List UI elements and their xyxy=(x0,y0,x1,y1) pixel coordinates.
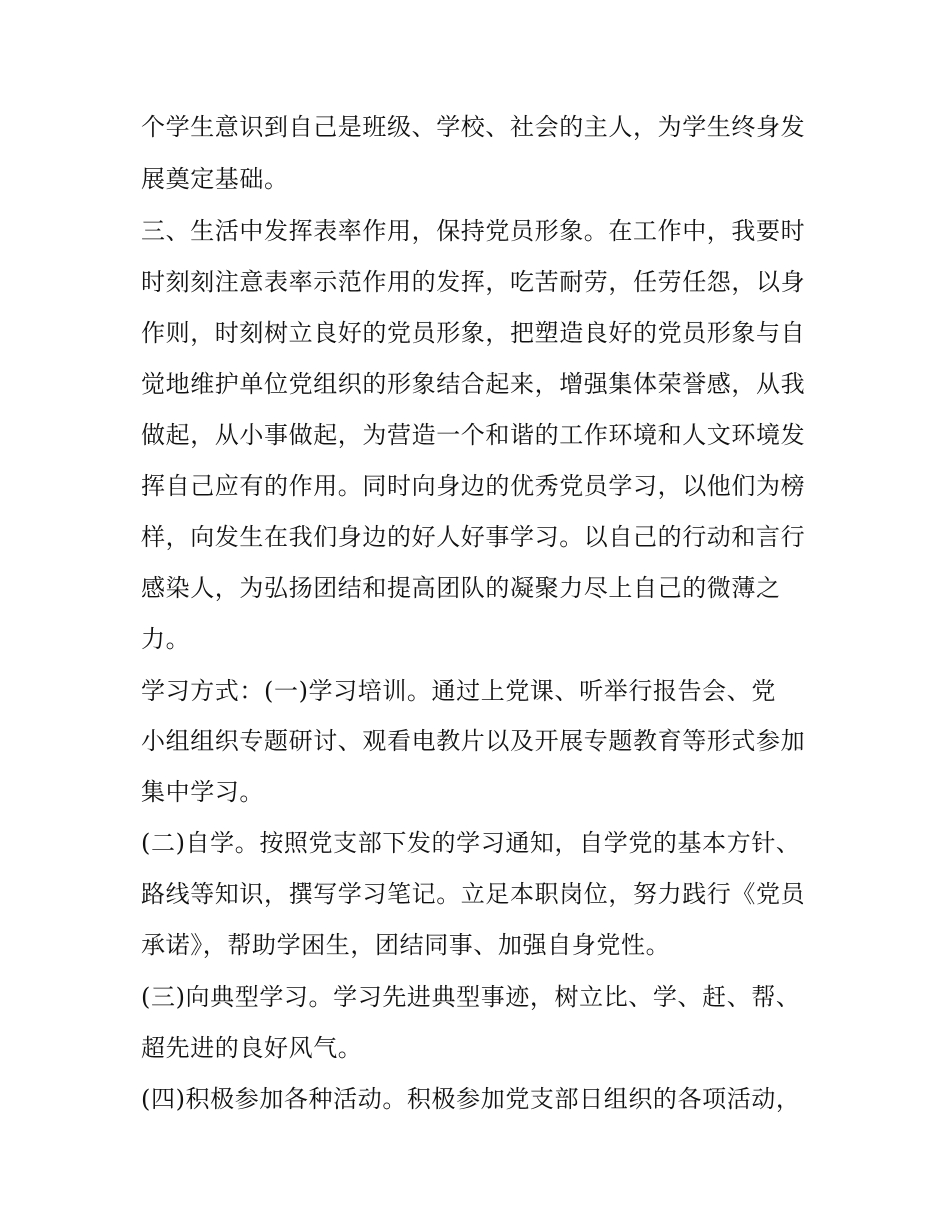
text-line: 样，向发生在我们身边的好人好事学习。以自己的行动和言行 xyxy=(141,523,806,551)
text-line: 时刻刻注意表率示范作用的发挥，吃苦耐劳，任劳任怨，以身 xyxy=(141,268,806,296)
text-line: 集中学习。 xyxy=(141,778,264,806)
text-line: 做起，从小事做起，为营造一个和谐的工作环境和人文环境发 xyxy=(141,421,806,449)
text-line: 学习方式：(一)学习培训。通过上党课、听举行报告会、党 xyxy=(141,677,776,705)
text-line: 三、生活中发挥表率作用，保持党员形象。在工作中，我要时 xyxy=(141,217,806,245)
text-line: 个学生意识到自己是班级、学校、社会的主人，为学生终身发 xyxy=(141,113,806,141)
text-line: 觉地维护单位党组织的形象结合起来，增强集体荣誉感，从我 xyxy=(141,370,806,398)
text-line: (二)自学。按照党支部下发的学习通知，自学党的基本方针、 xyxy=(141,829,801,857)
text-line: 路线等知识，撰写学习笔记。立足本职岗位，努力践行《党员 xyxy=(141,880,806,908)
text-line: 感染人，为弘扬团结和提高团队的凝聚力尽上自己的微薄之 xyxy=(141,574,781,602)
text-line: 展奠定基础。 xyxy=(141,165,289,193)
text-line: 作则，时刻树立良好的党员形象，把塑造良好的党员形象与自 xyxy=(141,319,806,347)
text-line: 小组组织专题研讨、观看电教片以及开展专题教育等形式参加 xyxy=(141,727,806,755)
text-line: 承诺》，帮助学困生，团结同事、加强自身党性。 xyxy=(141,931,671,959)
text-line: 超先进的良好风气。 xyxy=(141,1034,363,1062)
text-line: (三)向典型学习。学习先进典型事迹，树立比、学、赶、帮、 xyxy=(141,983,801,1011)
text-line: (四)积极参加各种活动。积极参加党支部日组织的各项活动， xyxy=(141,1085,801,1113)
text-line: 力。 xyxy=(141,625,191,653)
text-line: 挥自己应有的作用。同时向身边的优秀党员学习，以他们为榜 xyxy=(141,472,806,500)
